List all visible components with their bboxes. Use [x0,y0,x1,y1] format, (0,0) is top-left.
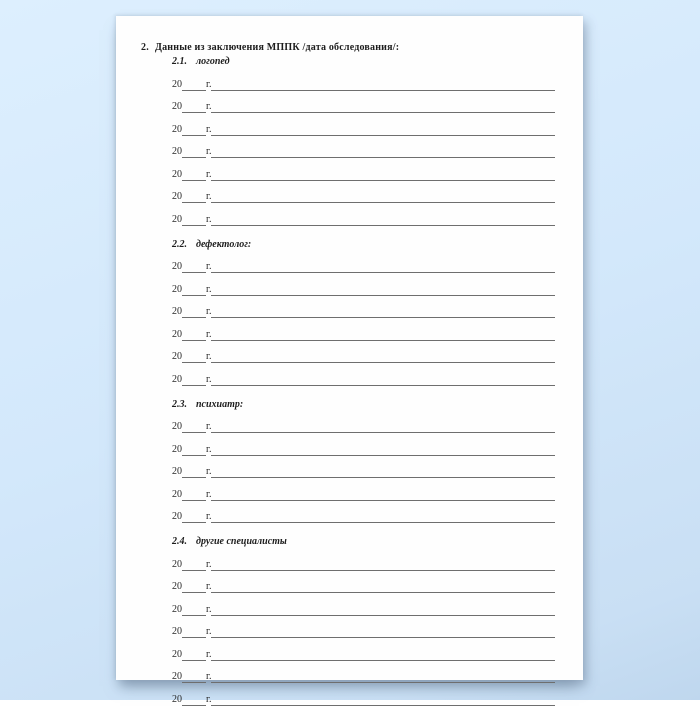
year-entry [172,433,555,456]
year-entry [172,501,555,524]
year-prefix: 20 [172,101,182,113]
year-prefix: 20 [172,581,182,593]
year-marker: г. [206,214,211,226]
short-blank-line [182,361,206,363]
form-page [116,16,583,680]
long-blank-line [211,476,555,478]
section-number: 2.3. [172,398,196,411]
long-blank-line [211,569,555,571]
year-prefix: 20 [172,559,182,571]
long-blank-line [211,339,555,341]
short-blank-line [182,134,206,136]
year-entry [172,273,555,296]
short-blank-line [182,384,206,386]
year-entry [172,158,555,181]
long-blank-line [211,271,555,273]
year-entry [172,341,555,364]
short-blank-line [182,271,206,273]
year-marker: г. [206,626,211,638]
year-marker: г. [206,124,211,136]
year-marker: г. [206,79,211,91]
year-marker: г. [206,444,211,456]
year-entry [172,203,555,226]
short-blank-line [182,294,206,296]
section [172,55,555,226]
year-marker: г. [206,511,211,523]
long-blank-line [211,89,555,91]
year-prefix: 20 [172,694,182,706]
section-label [172,238,555,251]
short-blank-line [182,224,206,226]
year-marker: г. [206,146,211,158]
year-prefix: 20 [172,421,182,433]
year-marker: г. [206,489,211,501]
form-heading [141,41,583,54]
short-blank-line [182,681,206,683]
short-blank-line [182,316,206,318]
short-blank-line [182,704,206,706]
year-entry [172,548,555,571]
year-entry [172,593,555,616]
year-entry [172,411,555,434]
year-prefix: 20 [172,124,182,136]
year-entry [172,683,555,706]
short-blank-line [182,569,206,571]
sections-container [172,55,555,706]
short-blank-line [182,636,206,638]
year-marker: г. [206,604,211,616]
year-entry [172,478,555,501]
long-blank-line [211,704,555,706]
section-number: 2.1. [172,55,196,68]
year-marker: г. [206,101,211,113]
year-entry [172,638,555,661]
long-blank-line [211,591,555,593]
year-marker: г. [206,191,211,203]
section-title: дефектолог: [196,239,251,250]
year-entry [172,181,555,204]
year-marker: г. [206,329,211,341]
year-entry [172,318,555,341]
year-entry [172,113,555,136]
short-blank-line [182,179,206,181]
long-blank-line [211,636,555,638]
year-prefix: 20 [172,511,182,523]
section-title: логопед [196,56,230,67]
year-prefix: 20 [172,261,182,273]
short-blank-line [182,111,206,113]
year-prefix: 20 [172,329,182,341]
short-blank-line [182,659,206,661]
year-marker: г. [206,306,211,318]
year-prefix: 20 [172,671,182,683]
short-blank-line [182,614,206,616]
year-prefix: 20 [172,444,182,456]
year-entry [172,251,555,274]
long-blank-line [211,316,555,318]
long-blank-line [211,659,555,661]
section [172,238,555,386]
long-blank-line [211,224,555,226]
long-blank-line [211,134,555,136]
section-number: 2.2. [172,238,196,251]
long-blank-line [211,294,555,296]
short-blank-line [182,431,206,433]
section-label [172,55,555,68]
year-entry [172,296,555,319]
short-blank-line [182,201,206,203]
year-prefix: 20 [172,374,182,386]
long-blank-line [211,201,555,203]
year-prefix: 20 [172,351,182,363]
short-blank-line [182,476,206,478]
year-marker: г. [206,169,211,181]
section-label [172,535,555,548]
year-entry [172,363,555,386]
year-prefix: 20 [172,169,182,181]
year-marker: г. [206,374,211,386]
year-prefix: 20 [172,626,182,638]
section-title: другие специалисты [196,536,287,547]
year-marker: г. [206,284,211,296]
year-marker: г. [206,559,211,571]
year-entry [172,571,555,594]
section-label [172,398,555,411]
year-prefix: 20 [172,284,182,296]
year-marker: г. [206,671,211,683]
year-prefix: 20 [172,466,182,478]
year-entry [172,456,555,479]
year-marker: г. [206,694,211,706]
long-blank-line [211,111,555,113]
year-marker: г. [206,649,211,661]
year-marker: г. [206,581,211,593]
section-title: психиатр: [196,399,243,410]
section [172,535,555,706]
short-blank-line [182,521,206,523]
long-blank-line [211,521,555,523]
year-prefix: 20 [172,489,182,501]
short-blank-line [182,156,206,158]
year-prefix: 20 [172,191,182,203]
short-blank-line [182,591,206,593]
short-blank-line [182,89,206,91]
year-entry [172,661,555,684]
year-prefix: 20 [172,146,182,158]
year-entry [172,616,555,639]
long-blank-line [211,454,555,456]
short-blank-line [182,454,206,456]
long-blank-line [211,384,555,386]
long-blank-line [211,614,555,616]
section-number: 2.4. [172,535,196,548]
heading-number: 2. [141,41,155,54]
long-blank-line [211,361,555,363]
year-prefix: 20 [172,604,182,616]
year-marker: г. [206,421,211,433]
year-prefix: 20 [172,649,182,661]
year-marker: г. [206,261,211,273]
year-prefix: 20 [172,306,182,318]
form-content [116,16,583,706]
year-entry [172,136,555,159]
year-entry [172,68,555,91]
year-prefix: 20 [172,79,182,91]
short-blank-line [182,499,206,501]
short-blank-line [182,339,206,341]
long-blank-line [211,431,555,433]
year-marker: г. [206,466,211,478]
heading-text: Данные из заключения МППК /дата обследования/: [155,42,399,53]
section [172,398,555,524]
long-blank-line [211,499,555,501]
year-entry [172,91,555,114]
long-blank-line [211,156,555,158]
year-marker: г. [206,351,211,363]
long-blank-line [211,179,555,181]
long-blank-line [211,681,555,683]
year-prefix: 20 [172,214,182,226]
